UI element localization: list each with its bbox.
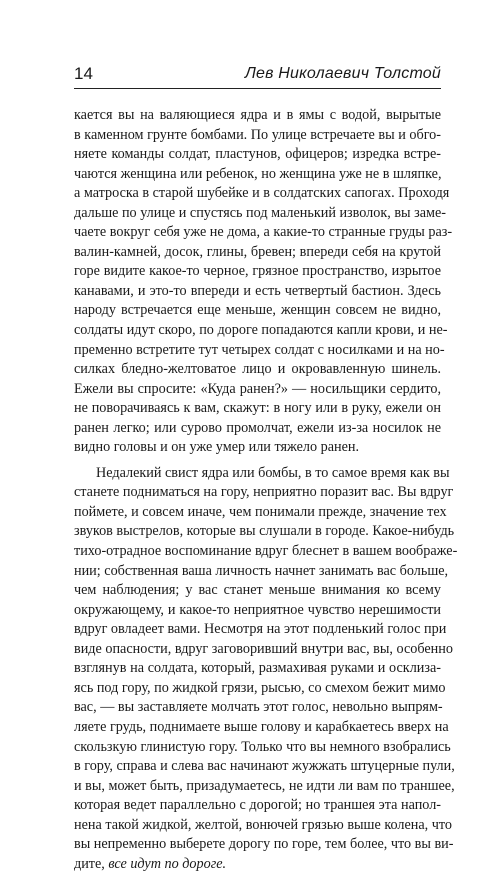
text-line: вы непременно выберете дорогу по горе, тем более, что вы ви- xyxy=(74,836,454,853)
text-line: канавами, и это-то впереди и есть четвертый бастион. Здесь xyxy=(74,282,441,299)
text-line: нии; собственная ваша личность начнет занимать вас больше, xyxy=(74,562,449,579)
text-line: в каменном грунте бомбами. По улице встречаете вы и обго- xyxy=(74,126,441,143)
text-line: и вы, может быть, призадумаетесь, не идти ли вам по траншее, xyxy=(74,777,455,794)
text-line: чаете вокруг себя уже не дома, а какие-то странные груды раз- xyxy=(74,224,453,241)
text-line: не поворачиваясь к вам, скажут: в ногу или в руку, ежели он xyxy=(74,400,441,417)
text-line: Ежели вы спросите: «Куда ранен?» — носильщики сердито, xyxy=(74,380,441,397)
text-line: чаются женщина или ребенок, но женщина уже не в шляпке, xyxy=(74,165,442,182)
text-line: ляете грудь, поднимаете выше голову и карабкаетесь вверх на xyxy=(74,718,449,735)
text-line: кается вы на валяющиеся ядра и в ямы с водой, вырытые xyxy=(74,107,441,123)
text-line: тихо-отрадное воспоминание вдруг блеснет в вашем воображе- xyxy=(74,543,458,560)
text-line: взглянув на солдата, который, размахивая руками и осклиза- xyxy=(74,660,441,677)
text-line: ясь под гору, по жидкой грязи, рысью, со смехом бежит мимо xyxy=(74,679,446,696)
final-line-plain-text: дите, xyxy=(74,855,109,872)
running-title: Лев Николаевич Толстой xyxy=(244,65,441,82)
text-line: народу встречается еще меньше, женщин совсем не видно, xyxy=(74,302,441,319)
text-line: чем наблюдения; у вас станет меньше внимания ко всему xyxy=(74,582,441,599)
text-line: нена такой жидкой, желтой, вонючей грязью выше колена, что xyxy=(74,816,453,833)
final-line-italic-text: все идут по дороге. xyxy=(108,855,227,872)
page-header xyxy=(74,64,441,89)
text-line: которая ведет параллельно с дорогой; но траншея эта напол- xyxy=(74,797,441,814)
paragraph xyxy=(74,464,458,874)
text-line: силках бледно-желтоватое лицо и окровавленную шинель. xyxy=(74,361,441,378)
text-line: ранен легко; или сурово промолчат, ежели из-за носилок не xyxy=(74,419,441,436)
body-text xyxy=(74,106,458,874)
text-line: дальше по улице и спустясь под маленький изволок, вы замe- xyxy=(74,204,446,221)
text-line: горе видите какое-то черное, грязное пространство, изрытое xyxy=(74,263,441,280)
text-line: звуков выстрелов, которые вы слушали в городе. Какое-нибудь xyxy=(74,523,455,540)
text-line: поймете, и совсем иначе, чем понимали прежде, значение тех xyxy=(74,503,447,520)
text-line: пременно встретите тут четырех солдат с носилками и на но- xyxy=(74,341,445,358)
text-line: скользкую глинистую гору. Только что вы немного взобрались xyxy=(74,738,451,755)
page-number: 14 xyxy=(74,64,93,83)
paragraph xyxy=(74,106,453,458)
text-line: няете команды солдат, пластунов, офицеров; изредка встре- xyxy=(74,146,441,163)
text-line: окружающему, и какое-то неприятное чувство нерешимости xyxy=(74,601,441,618)
text-line: солдаты идут скоро, по дороге попадаются капли крови, и не- xyxy=(74,322,448,339)
text-line: видно головы и он уже умер или тяжело ранен. xyxy=(74,439,360,456)
text-line: в гору, справа и слева вас начинают жужжать штуцерные пули, xyxy=(74,758,455,775)
text-line: валин-камней, досок, глины, бревен; впереди себя на крутой xyxy=(74,243,441,260)
text-line: а матроска в старой шубейке и в солдатских сапогах. Проходя xyxy=(74,185,450,202)
text-line: вдруг овладеет вами. Несмотря на этот подленький голос при xyxy=(74,621,447,638)
text-line: виде опасности, вдруг заговоривший внутри вас, вы, особенно xyxy=(74,640,453,657)
final-text-line xyxy=(74,855,441,874)
text-line: станете подниматься на гору, неприятно поразит вас. Вы вдруг xyxy=(74,484,454,501)
text-line: вас, — вы заставляете молчать этот голос, невольно выпрям- xyxy=(74,699,443,716)
text-line: Недалекий свист ядра или бомбы, в то самое время как вы xyxy=(96,464,450,481)
